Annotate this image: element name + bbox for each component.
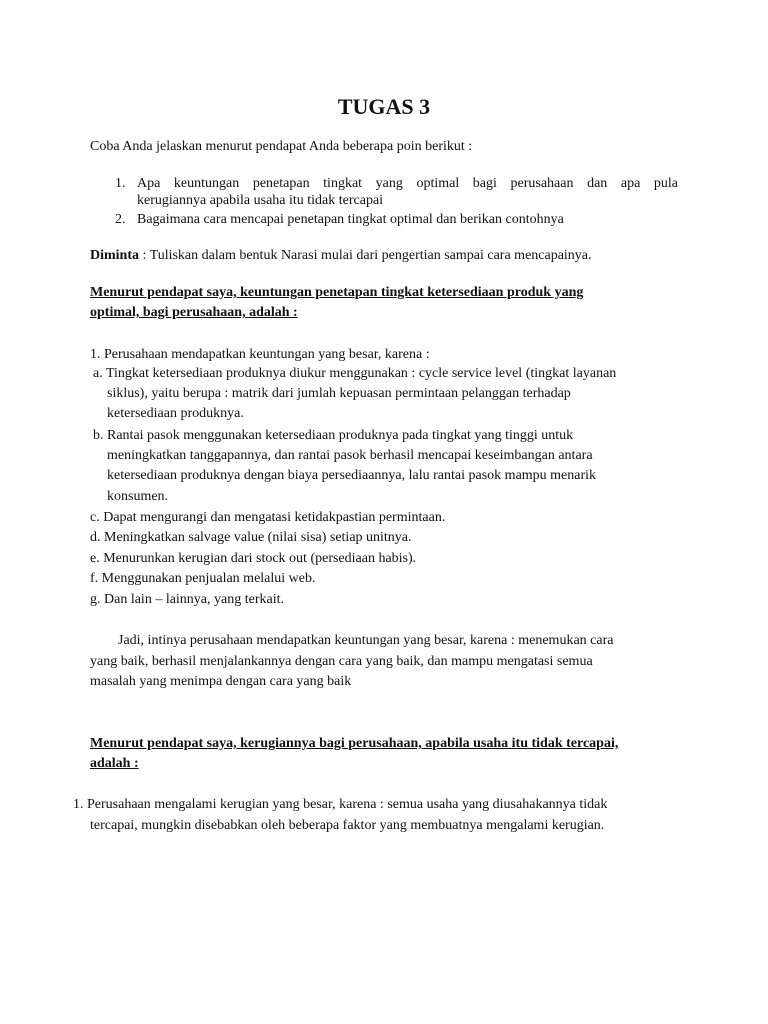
list-item: g. Dan lain – lainnya, yang terkait. — [90, 592, 284, 607]
question-1-line-1: Apa keuntungan penetapan tingkat yang optimal bagi perusahaan dan apa pula — [137, 176, 678, 191]
section-2-heading-line-2: adalah : — [90, 756, 139, 771]
list-item: ketersediaan produknya dengan biaya persediaannya, lalu rantai pasok mampu menarik — [107, 468, 597, 483]
list-item: a. Tingkat ketersediaan produknya diukur menggunakan : cycle service level (tingkat layanan — [93, 366, 617, 381]
section-1-item-1: 1. Perusahaan mendapatkan keuntungan yang besar, karena : — [90, 347, 430, 362]
question-1-number: 1. — [115, 176, 126, 191]
conclusion-line-3: masalah yang menimpa dengan cara yang baik — [90, 674, 352, 689]
list-item: konsumen. — [107, 489, 169, 504]
list-item: f. Menggunakan penjualan melalui web. — [90, 571, 316, 586]
diminta-label: Diminta — [90, 248, 139, 263]
question-2-number: 2. — [115, 212, 126, 227]
question-2-line-1: Bagaimana cara mencapai penetapan tingkat optimal dan berikan contohnya — [137, 212, 564, 227]
list-item: ketersediaan produknya. — [107, 406, 244, 421]
page-title: TUGAS 3 — [337, 94, 431, 119]
list-item: d. Meningkatkan salvage value (nilai sisa) setiap unitnya. — [90, 530, 412, 545]
section-2-item-1-line-2: tercapai, mungkin disebabkan oleh beberapa faktor yang membuatnya mengalami kerugian. — [90, 818, 605, 833]
list-item: siklus), yaitu berupa : matrik dari jumlah kepuasan permintaan pelanggan terhadap — [107, 386, 571, 401]
intro-text: Coba Anda jelaskan menurut pendapat Anda beberapa poin berikut : — [90, 139, 473, 154]
conclusion-line-2: yang baik, berhasil menjalankannya dengan cara yang baik, dan mampu mengatasi semua — [90, 654, 593, 669]
section-1-heading-line-1: Menurut pendapat saya, keuntungan penetapan tingkat ketersediaan produk yang — [90, 285, 584, 300]
section-2-heading-line-1: Menurut pendapat saya, kerugiannya bagi perusahaan, apabila usaha itu tidak tercapai, — [90, 736, 619, 751]
conclusion-line-1: Jadi, intinya perusahaan mendapatkan keuntungan yang besar, karena : menemukan cara — [118, 633, 614, 648]
list-item: e. Menurunkan kerugian dari stock out (persediaan habis). — [90, 551, 417, 566]
list-item: c. Dapat mengurangi dan mengatasi ketidakpastian permintaan. — [90, 510, 446, 525]
list-item: b. Rantai pasok menggunakan ketersediaan produknya pada tingkat yang tinggi untuk — [93, 428, 574, 443]
diminta-text: : Tuliskan dalam bentuk Narasi mulai dari pengertian sampai cara mencapainya. — [139, 248, 592, 263]
diminta-paragraph — [90, 247, 592, 265]
section-2-item-1-line-1: 1. Perusahaan mengalami kerugian yang besar, karena : semua usaha yang diusahakannya tidak — [73, 797, 608, 812]
list-item: meningkatkan tanggapannya, dan rantai pasok berhasil mencapai keseimbangan antara — [107, 448, 593, 463]
section-1-heading-line-2: optimal, bagi perusahaan, adalah : — [90, 305, 298, 320]
question-1-line-2: kerugiannya apabila usaha itu tidak tercapai — [137, 193, 384, 208]
